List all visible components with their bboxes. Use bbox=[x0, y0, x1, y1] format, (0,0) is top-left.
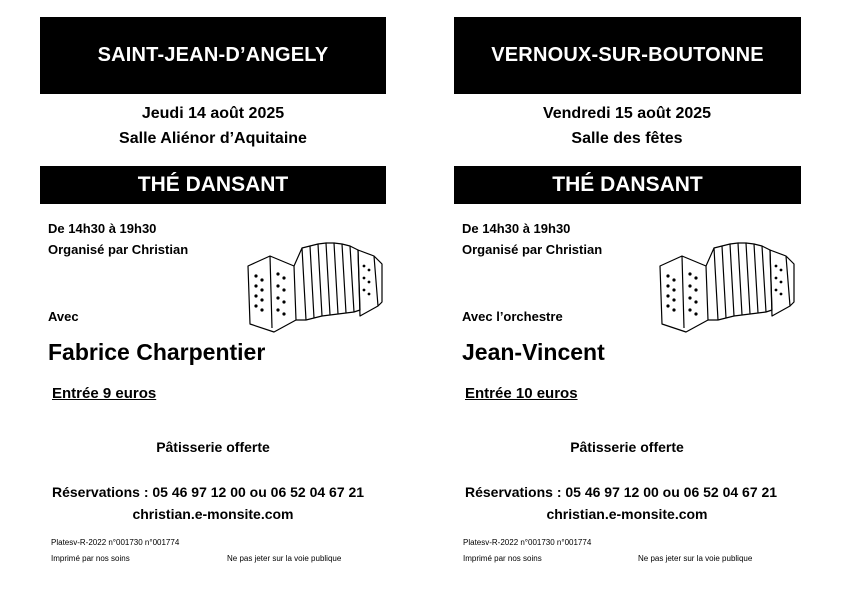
license-number: Platesv-R-2022 n°001730 n°001774 bbox=[51, 538, 180, 547]
printed-note: Imprimé par nos soins bbox=[51, 554, 130, 563]
event-date: Jeudi 14 août 2025 bbox=[141, 105, 285, 122]
accordion-icon bbox=[242, 236, 384, 336]
event-title: THÉ DANSANT bbox=[137, 173, 289, 196]
website: christian.e-monsite.com bbox=[132, 506, 294, 522]
accordion-icon bbox=[654, 236, 796, 336]
event-venue: Salle des fêtes bbox=[571, 130, 683, 147]
event-organizer: Organisé par Christian bbox=[48, 242, 189, 257]
flyer-vernoux bbox=[454, 0, 814, 596]
with-label: Avec l’orchestre bbox=[462, 309, 563, 324]
city-banner bbox=[40, 17, 386, 94]
no-throw-note: Ne pas jeter sur la voie publique bbox=[638, 554, 753, 563]
artist-name: Jean-Vincent bbox=[462, 339, 605, 365]
pastry-note: Pâtisserie offerte bbox=[156, 439, 270, 455]
event-hours: De 14h30 à 19h30 bbox=[462, 221, 571, 236]
city-title: VERNOUX-SUR-BOUTONNE bbox=[491, 44, 764, 66]
event-banner bbox=[454, 166, 801, 204]
event-organizer: Organisé par Christian bbox=[462, 242, 603, 257]
event-date: Vendredi 15 août 2025 bbox=[542, 105, 712, 122]
with-label: Avec bbox=[48, 309, 79, 324]
event-venue: Salle Aliénor d’Aquitaine bbox=[119, 130, 307, 147]
event-title: THÉ DANSANT bbox=[552, 173, 703, 196]
city-banner bbox=[454, 17, 801, 94]
reservations-phone: Réservations : 05 46 97 12 00 ou 06 52 04 67 21 bbox=[465, 484, 778, 500]
artist-name: Fabrice Charpentier bbox=[48, 339, 266, 365]
flyer-saint-jean bbox=[40, 0, 400, 596]
entry-price: Entrée 10 euros bbox=[465, 385, 578, 402]
pastry-note: Pâtisserie offerte bbox=[570, 439, 684, 455]
printed-note: Imprimé par nos soins bbox=[463, 554, 542, 563]
entry-price: Entrée 9 euros bbox=[52, 385, 157, 402]
website: christian.e-monsite.com bbox=[546, 506, 708, 522]
license-number: Platesv-R-2022 n°001730 n°001774 bbox=[463, 538, 592, 547]
reservations-phone: Réservations : 05 46 97 12 00 ou 06 52 04 67 21 bbox=[52, 484, 365, 500]
city-title: SAINT-JEAN-D’ANGELY bbox=[97, 44, 329, 66]
event-hours: De 14h30 à 19h30 bbox=[48, 221, 157, 236]
event-banner bbox=[40, 166, 386, 204]
no-throw-note: Ne pas jeter sur la voie publique bbox=[227, 554, 342, 563]
